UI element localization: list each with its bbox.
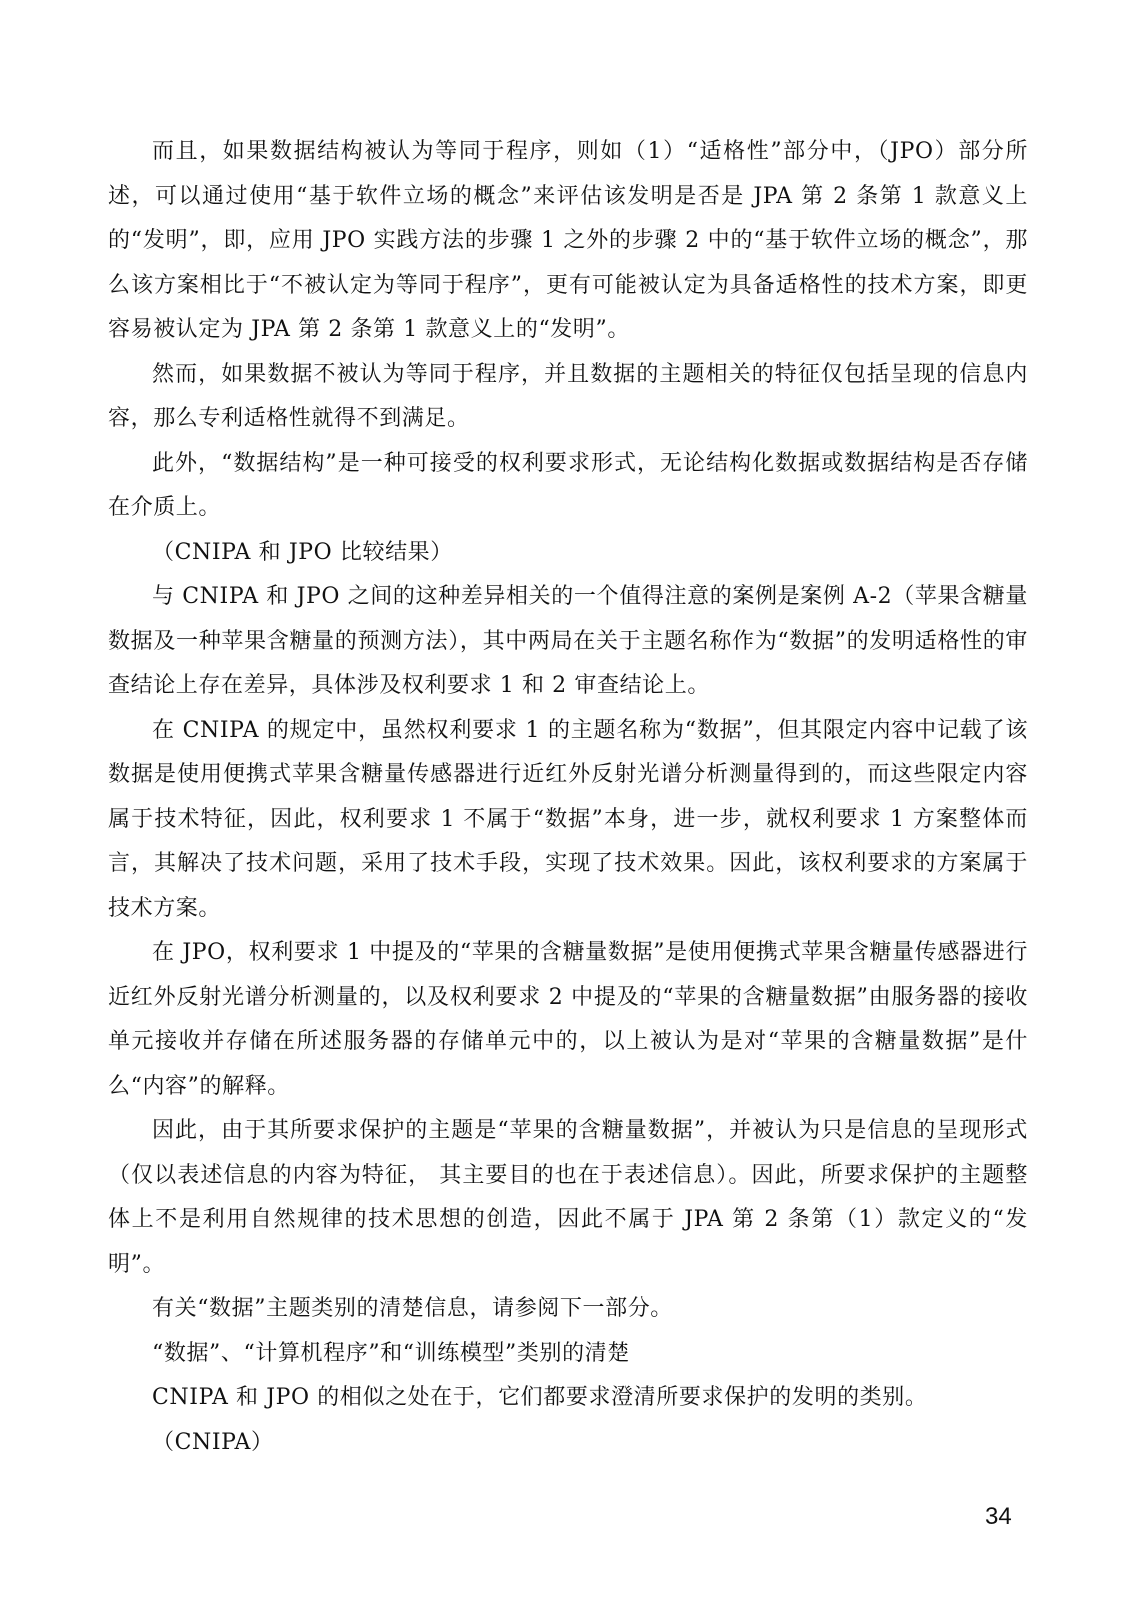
document-body (108, 130, 1028, 1465)
paragraph-jpo-rule: 在 JPO，权利要求 1 中提及的“苹果的含糖量数据”是使用便携式苹果含糖量传感器进行近红外反射光谱分析测量的，以及权利要求 2 中提及的“苹果的含糖量数据”由服务器的接收单元接收并存储在所述服务器的存储单元中的，以上被认为是对“苹果的含糖量数据”是什么“内容”的解释。 (108, 940, 1028, 1099)
paragraph-see-next-section: 有关“数据”主题类别的清楚信息，请参阅下一部分。 (152, 1296, 673, 1321)
paragraph-cnipa-rule: 在 CNIPA 的规定中，虽然权利要求 1 的主题名称为“数据”，但其限定内容中记载了该数据是使用便携式苹果含糖量传感器进行近红外反射光谱分析测量得到的，而这些限定内容属于技术特征，因此，权利要求 1 不属于“数据”本身，进一步，就权利要求 1 方案整体而言，其解决了技术问题，采用了技术手段，实现了技术效果。因此，该权利要求的方案属于技术方案。 (108, 717, 1028, 921)
paragraph-conclusion: 因此，由于其所要求保护的主题是“苹果的含糖量数据”，并被认为只是信息的呈现形式（仅以表述信息的内容为特征， 其主要目的也在于表述信息）。因此，所要求保护的主题整体上不是利用自然规律的技术思想的创造，因此不属于 JPA 第 2 条第（1）款定义的“发明”。 (108, 1118, 1028, 1277)
paragraph-data-not-program: 然而，如果数据不被认为等同于程序，并且数据的主题相关的特征仅包括呈现的信息内容，那么专利适格性就得不到满足。 (108, 361, 1028, 431)
paragraph-case-a2: 与 CNIPA 和 JPO 之间的这种差异相关的一个值得注意的案例是案例 A-2（苹果含糖量数据及一种苹果含糖量的预测方法），其中两局在关于主题名称作为“数据”的发明适格性的审查结论上存在差异，具体涉及权利要求 1 和 2 审查结论上。 (108, 584, 1028, 698)
paragraph-data-structure-as-program: 而且，如果数据结构被认为等同于程序，则如（1）“适格性”部分中，（JPO）部分所述，可以通过使用“基于软件立场的概念”来评估该发明是否是 JPA 第 2 条第 1 款意义上的“发明”，即，应用 JPO 实践方法的步骤 1 之外的步骤 2 中的“基于软件立场的概念”，那么该方案相比于“不被认定为等同于程序”，更有可能被认定为具备适格性的技术方案，即更容易被认定为 JPA 第 2 条第 1 款意义上的“发明”。 (108, 139, 1028, 342)
heading-cnipa-jpo-comparison: （CNIPA 和 JPO 比较结果） (152, 539, 453, 565)
paragraph-similarity: CNIPA 和 JPO 的相似之处在于，它们都要求澄清所要求保护的发明的类别。 (152, 1385, 928, 1410)
paragraph-data-structure-claim-form: 此外，“数据结构”是一种可接受的权利要求形式，无论结构化数据或数据结构是否存储在介质上。 (108, 450, 1028, 520)
heading-category-clarity: “数据”、“计算机程序”和“训练模型”类别的清楚 (152, 1340, 630, 1366)
page-number: 34 (985, 1503, 1012, 1530)
heading-cnipa: （CNIPA） (152, 1429, 274, 1455)
